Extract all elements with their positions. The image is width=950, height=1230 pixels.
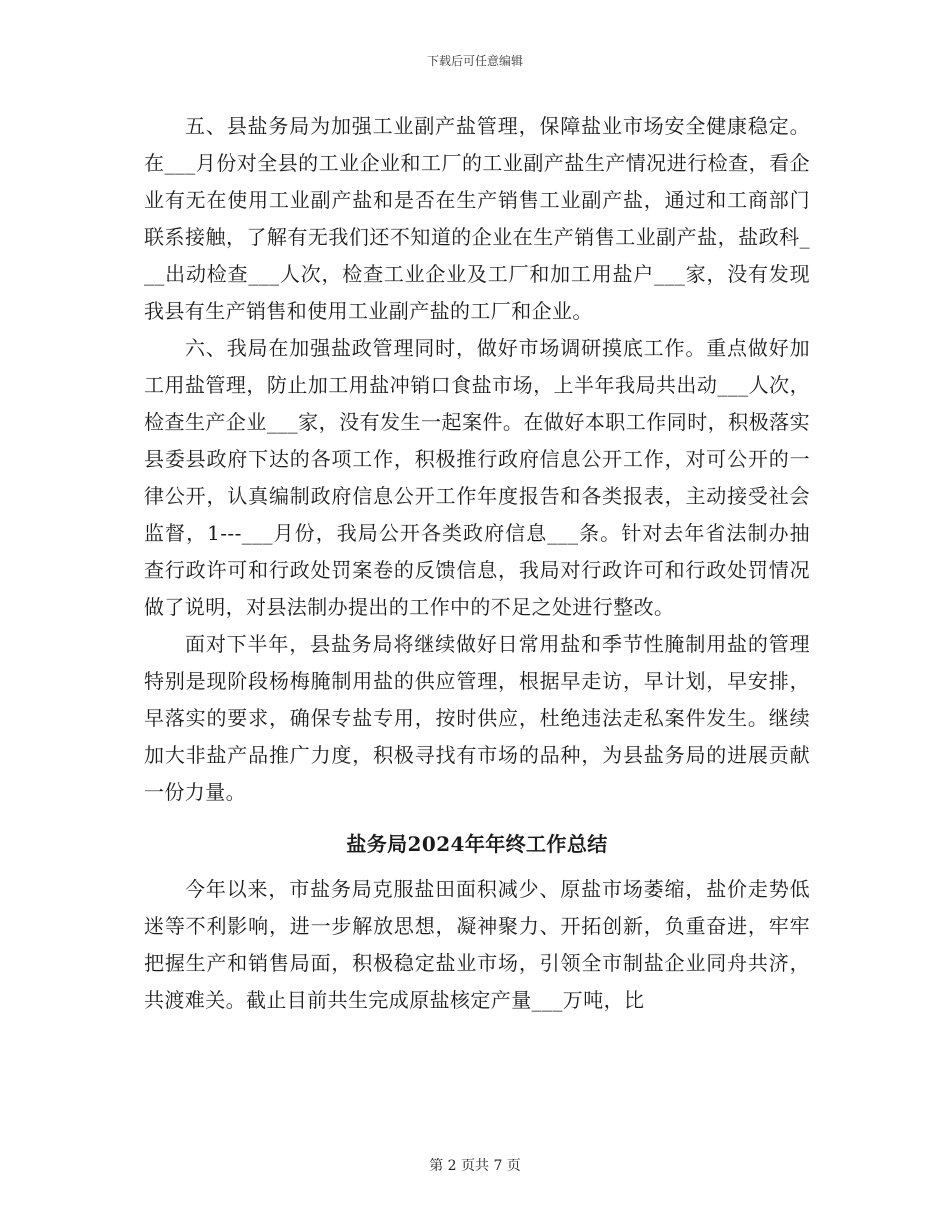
paragraph-section-six: 六、我局在加强盐政管理同时，做好市场调研摸底工作。重点做好加工用盐管理，防止加工用盐冲销口食盐市场，上半年我局共出动___人次，检查生产企业___家，没有发生一起案件。在做好本职工作同时，积极落实县委县政府下达的各项工作，积极推行政府信息公开工作，对可公开的一律公开，认真编制政府信息公开工作年度报告和各类报表，主动接受社会监督，1---___月份，我局公开各类政府信息___条。针对去年省法制办抽查行政许可和行政处罚案卷的反馈信息，我局对行政许可和行政处罚情况做了说明，对县法制办提出的工作中的不足之处进行整改。 [144, 336, 810, 619]
page-number: 第 2 页共 7 页 [429, 1158, 521, 1174]
paragraph-year-summary: 今年以来，市盐务局克服盐田面积减少、原盐市场萎缩，盐价走势低迷等不利影响，进一步解放思想，凝神聚力、开拓创新，负重奋进，牢牢把握生产和销售局面，积极稳定盐业市场，引领全市制盐企业同舟共济，共渡难关。截止目前共生完成原盐核定产量___万吨，比 [144, 877, 810, 1012]
document-body [144, 108, 810, 1019]
paragraph-second-half-plan: 面对下半年，县盐务局将继续做好日常用盐和季节性腌制用盐的管理特别是现阶段杨梅腌制用盐的供应管理，根据早走访，早计划，早安排，早落实的要求，确保专盐专用，按时供应，杜绝违法走私案件发生。继续加大非盐产品推广力度，积极寻找有市场的品种，为县盐务局的进展贡献一份力量。 [144, 632, 810, 804]
paragraph-section-five: 五、县盐务局为加强工业副产盐管理，保障盐业市场安全健康稳定。在___月份对全县的工业企业和工厂的工业副产盐生产情况进行检查，看企业有无在使用工业副产盐和是否在生产销售工业副产盐，通过和工商部门联系接触，了解有无我们还不知道的企业在生产销售工业副产盐，盐政科___出动检查___人次，检查工业企业及工厂和加工用盐户___家，没有发现我县有生产销售和使用工业副产盐的工厂和企业。 [144, 114, 810, 323]
section-title: 盐务局2024年年终工作总结 [346, 832, 608, 856]
page-header-note: 下载后可任意编辑 [426, 54, 523, 68]
